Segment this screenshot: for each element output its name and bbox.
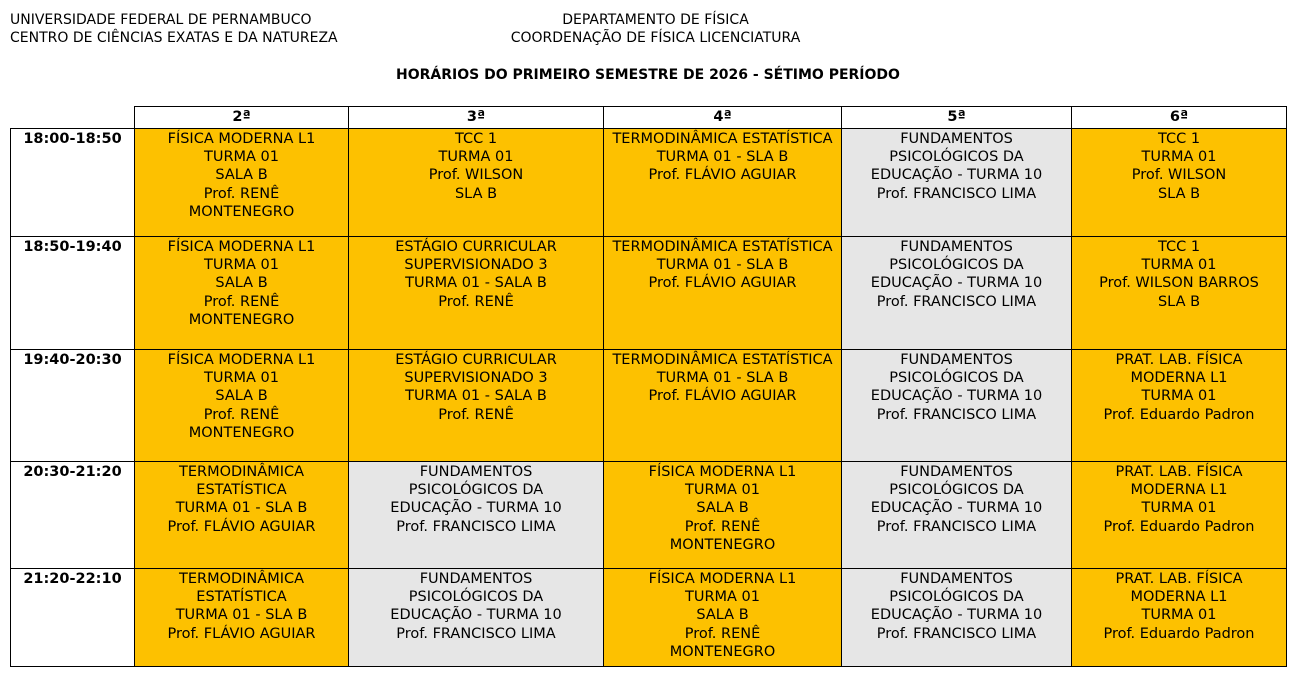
class-info-line: SUPERVISIONADO 3 [404,257,548,274]
class-info-line: TURMA 01 - SLA B [656,370,789,387]
class-info-line: TCC 1 [1157,131,1201,147]
time-slot: 19:40-20:30 [11,350,135,462]
class-cell [135,129,349,237]
class-info-line: Prof. Eduardo Padron [1103,625,1255,642]
class-cell [135,569,349,667]
class-info-line: TURMA 01 - SALA B [405,275,547,292]
class-info-line: Prof. RENÊ [684,625,761,642]
class-info-line: MONTENEGRO [188,424,295,441]
class-info-line: PRAT. LAB. FÍSICA [1115,464,1243,480]
class-info-line: FÍSICA MODERNA L1 [648,464,797,480]
class-info-line: PSICOLÓGICOS DA [408,482,544,499]
class-info-line: FÍSICA MODERNA L1 [167,352,316,368]
class-cell [842,129,1072,237]
class-cell [604,237,842,350]
class-info-line: Prof. FRANCISCO LIMA [876,625,1037,642]
class-info-line: TURMA 01 - SALA B [405,388,547,405]
class-info-line: TURMA 01 [1141,388,1217,405]
class-info-line: Prof. FLÁVIO AGUIAR [648,275,797,292]
class-cell [842,350,1072,462]
class-info-line: ESTATÍSTICA [196,589,287,606]
day-header: 5ª [842,107,1072,129]
page-title: HORÁRIOS DO PRIMEIRO SEMESTRE DE 2026 - SÉTIMO PERÍODO [396,67,900,83]
class-info-line: EDUCAÇÃO - TURMA 10 [870,500,1043,517]
class-info-line: PSICOLÓGICOS DA [889,149,1024,166]
class-info-line: TURMA 01 - SLA B [656,149,789,166]
schedule-row [11,237,1287,350]
class-info-line: PRAT. LAB. FÍSICA [1115,352,1243,368]
class-info-line: Prof. FRANCISCO LIMA [876,293,1037,310]
class-info-line: Prof. FLÁVIO AGUIAR [648,167,797,184]
class-cell [1072,129,1287,237]
class-cell [1072,569,1287,667]
class-info-line: FÍSICA MODERNA L1 [167,131,316,147]
class-info-line: SALA B [215,388,268,405]
class-info-line: Prof. WILSON [428,167,524,184]
class-info-line: TURMA 01 [438,149,514,166]
class-info-line: TURMA 01 [684,589,761,606]
class-info-line: TERMODINÂMICA ESTATÍSTICA [612,239,833,255]
class-info-line: MODERNA L1 [1130,482,1228,499]
class-cell [604,569,842,667]
center-name: CENTRO DE CIÊNCIAS EXATAS E DA NATUREZA [10,30,338,46]
class-info-line: SLA B [1157,293,1201,310]
department-name: DEPARTAMENTO DE FÍSICA [562,12,749,28]
class-info-line: TURMA 01 [1141,607,1217,624]
class-info-line: Prof. RENÊ [203,293,280,310]
class-info-line: MONTENEGRO [669,643,776,660]
time-slot: 18:00-18:50 [11,129,135,237]
corner-cell [11,107,135,129]
class-info-line: TCC 1 [454,131,498,147]
day-header-row [11,107,1287,129]
class-info-line: FUNDAMENTOS [900,571,1013,587]
class-info-line: Prof. Eduardo Padron [1103,518,1255,535]
class-info-line: MONTENEGRO [188,203,295,220]
class-info-line: FUNDAMENTOS [419,464,533,480]
class-info-line: TERMODINÂMICA ESTATÍSTICA [612,131,833,147]
class-info-line: EDUCAÇÃO - TURMA 10 [390,607,562,624]
class-info-line: Prof. RENÊ [438,293,514,310]
class-info-line: TURMA 01 [203,257,280,274]
class-info-line: EDUCAÇÃO - TURMA 10 [390,500,562,517]
class-info-line: PSICOLÓGICOS DA [889,257,1024,274]
department-header [0,11,1301,47]
class-info-line: Prof. FRANCISCO LIMA [396,518,556,535]
class-info-line: Prof. FLÁVIO AGUIAR [167,625,316,642]
time-slot: 18:50-19:40 [11,237,135,350]
schedule-row [11,569,1287,667]
schedule-row [11,129,1287,237]
class-cell [349,350,604,462]
class-info-line: FUNDAMENTOS [900,464,1013,480]
class-cell [604,350,842,462]
class-cell [604,129,842,237]
class-info-line: SALA B [696,500,749,517]
class-info-line: TURMA 01 [203,370,280,387]
class-info-line: FUNDAMENTOS [419,571,533,587]
class-info-line: ESTÁGIO CURRICULAR [395,352,557,368]
day-header: 2ª [135,107,349,129]
time-slot: 20:30-21:20 [11,462,135,569]
university-name: UNIVERSIDADE FEDERAL DE PERNAMBUCO [10,12,312,28]
class-info-line: FÍSICA MODERNA L1 [648,571,797,587]
class-info-line: SALA B [215,167,268,184]
class-info-line: TERMODINÂMICA [178,571,305,587]
class-info-line: TERMODINÂMICA [178,464,305,480]
class-cell [349,129,604,237]
class-cell [349,569,604,667]
class-info-line: PSICOLÓGICOS DA [889,589,1024,606]
class-info-line: Prof. Eduardo Padron [1103,406,1255,423]
class-cell [1072,350,1287,462]
class-info-line: TURMA 01 [684,482,761,499]
day-header: 4ª [604,107,842,129]
class-info-line: PRAT. LAB. FÍSICA [1115,571,1243,587]
class-info-line: Prof. FRANCISCO LIMA [876,406,1037,423]
class-info-line: Prof. FRANCISCO LIMA [396,625,556,642]
class-info-line: EDUCAÇÃO - TURMA 10 [870,607,1043,624]
class-info-line: SALA B [215,275,268,292]
class-info-line: ESTÁGIO CURRICULAR [395,239,557,255]
class-info-line: TERMODINÂMICA ESTATÍSTICA [612,352,833,368]
class-info-line: SLA B [454,185,498,202]
class-info-line: SLA B [1157,185,1201,202]
time-slot: 21:20-22:10 [11,569,135,667]
class-info-line: ESTATÍSTICA [196,482,287,499]
class-info-line: Prof. FLÁVIO AGUIAR [648,388,797,405]
class-info-line: TURMA 01 [1141,500,1217,517]
class-cell [842,569,1072,667]
class-info-line: Prof. RENÊ [684,518,761,535]
class-info-line: Prof. FRANCISCO LIMA [876,518,1037,535]
class-cell [1072,462,1287,569]
class-info-line: TURMA 01 [203,149,280,166]
schedule-row [11,462,1287,569]
class-info-line: SUPERVISIONADO 3 [404,370,548,387]
day-header: 6ª [1072,107,1287,129]
class-info-line: EDUCAÇÃO - TURMA 10 [870,275,1043,292]
class-info-line: PSICOLÓGICOS DA [889,482,1024,499]
class-info-line: EDUCAÇÃO - TURMA 10 [870,167,1043,184]
schedule-row [11,350,1287,462]
class-info-line: Prof. RENÊ [438,406,514,423]
class-info-line: MONTENEGRO [669,536,776,553]
coordination-name: COORDENAÇÃO DE FÍSICA LICENCIATURA [510,30,801,46]
class-info-line: TCC 1 [1157,239,1201,255]
class-info-line: PSICOLÓGICOS DA [408,589,544,606]
class-info-line: Prof. RENÊ [203,185,280,202]
class-info-line: Prof. FLÁVIO AGUIAR [167,518,316,535]
class-cell [1072,237,1287,350]
day-header: 3ª [349,107,604,129]
class-info-line: FUNDAMENTOS [900,239,1013,255]
class-info-line: FÍSICA MODERNA L1 [167,239,316,255]
class-cell [135,350,349,462]
class-info-line: MODERNA L1 [1130,370,1228,387]
class-cell [604,462,842,569]
class-cell [349,237,604,350]
class-info-line: TURMA 01 - SLA B [175,607,308,624]
class-info-line: Prof. WILSON BARROS [1099,275,1259,292]
class-info-line: TURMA 01 - SLA B [656,257,789,274]
class-info-line: MODERNA L1 [1130,589,1228,606]
class-info-line: Prof. RENÊ [203,406,280,423]
class-cell [842,462,1072,569]
class-info-line: FUNDAMENTOS [900,131,1013,147]
class-info-line: TURMA 01 - SLA B [175,500,308,517]
class-info-line: FUNDAMENTOS [900,352,1013,368]
class-cell [135,462,349,569]
class-info-line: TURMA 01 [1141,257,1217,274]
class-cell [135,237,349,350]
class-info-line: MONTENEGRO [188,311,295,328]
schedule-table [10,106,1287,667]
class-cell [842,237,1072,350]
class-cell [349,462,604,569]
class-info-line: Prof. WILSON [1131,167,1227,184]
class-info-line: TURMA 01 [1141,149,1217,166]
class-info-line: PSICOLÓGICOS DA [889,370,1024,387]
class-info-line: SALA B [696,607,749,624]
class-info-line: EDUCAÇÃO - TURMA 10 [870,388,1043,405]
class-info-line: Prof. FRANCISCO LIMA [876,185,1037,202]
